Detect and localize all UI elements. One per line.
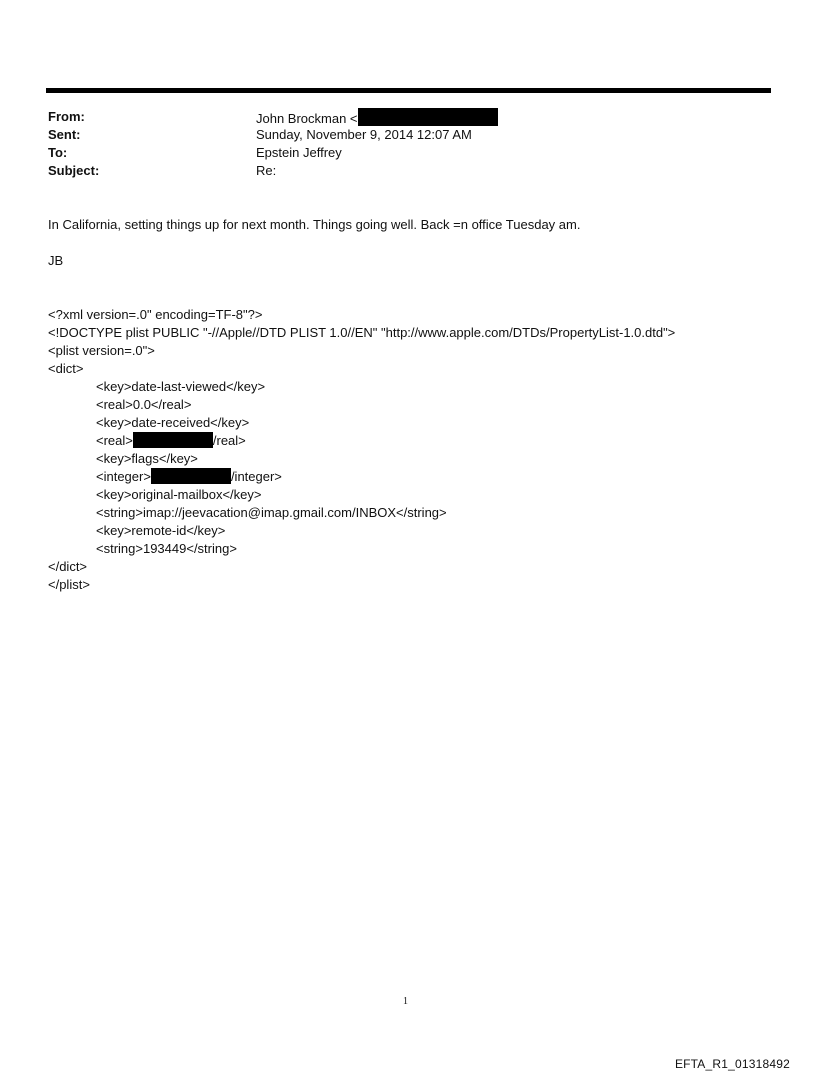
xml-line: <!DOCTYPE plist PUBLIC "-//Apple//DTD PLIST 1.0//EN" "http://www.apple.com/DTDs/PropertyList-1.0.dtd"> — [48, 325, 676, 340]
header-rule — [46, 88, 771, 93]
sent-label: Sent: — [48, 127, 81, 142]
to-label: To: — [48, 145, 68, 160]
xml-fragment: /integer> — [230, 469, 282, 484]
redaction-box — [151, 468, 231, 484]
xml-line: </plist> — [48, 577, 90, 592]
xml-line — [48, 468, 675, 486]
to-value: Epstein Jeffrey — [256, 145, 342, 160]
from-name: John Brockman < — [256, 111, 358, 126]
subject-value: Re: — [256, 163, 277, 178]
xml-line: <real>0.0</real> — [96, 397, 192, 412]
redaction-box — [358, 108, 498, 126]
xml-fragment: <integer> — [96, 469, 151, 484]
xml-line: <dict> — [48, 361, 84, 376]
xml-line: </dict> — [48, 559, 88, 574]
from-row — [48, 108, 748, 126]
xml-line: <string>193449</string> — [96, 541, 237, 556]
xml-line: <plist version=.0"> — [48, 343, 155, 358]
to-row — [48, 144, 748, 162]
redaction-box — [133, 432, 213, 448]
xml-line: <key>remote-id</key> — [96, 523, 226, 538]
from-label: From: — [48, 109, 85, 124]
xml-line — [48, 432, 675, 450]
sent-value: Sunday, November 9, 2014 12:07 AM — [256, 127, 472, 142]
signature: JB — [48, 253, 64, 268]
document-id: EFTA_R1_01318492 — [674, 1057, 790, 1071]
message-body: In California, setting things up for next month. Things going well. Back =n office Tuesday am. — [48, 217, 581, 232]
page-number: 1 — [403, 996, 408, 1007]
xml-block — [48, 306, 675, 594]
email-header — [48, 108, 748, 180]
xml-line: <string>imap://jeevacation@imap.gmail.com/INBOX</string> — [96, 505, 447, 520]
from-value — [256, 108, 498, 128]
xml-line: <key>original-mailbox</key> — [96, 487, 262, 502]
xml-line: <key>date-last-viewed</key> — [96, 379, 266, 394]
subject-label: Subject: — [48, 163, 100, 178]
xml-fragment: <real> — [96, 433, 133, 448]
sent-row — [48, 126, 748, 144]
xml-line: <key>date-received</key> — [96, 415, 250, 430]
subject-row — [48, 162, 748, 180]
xml-fragment: /real> — [212, 433, 246, 448]
xml-line: <?xml version=.0" encoding=TF-8"?> — [48, 307, 263, 322]
xml-line: <key>flags</key> — [96, 451, 198, 466]
